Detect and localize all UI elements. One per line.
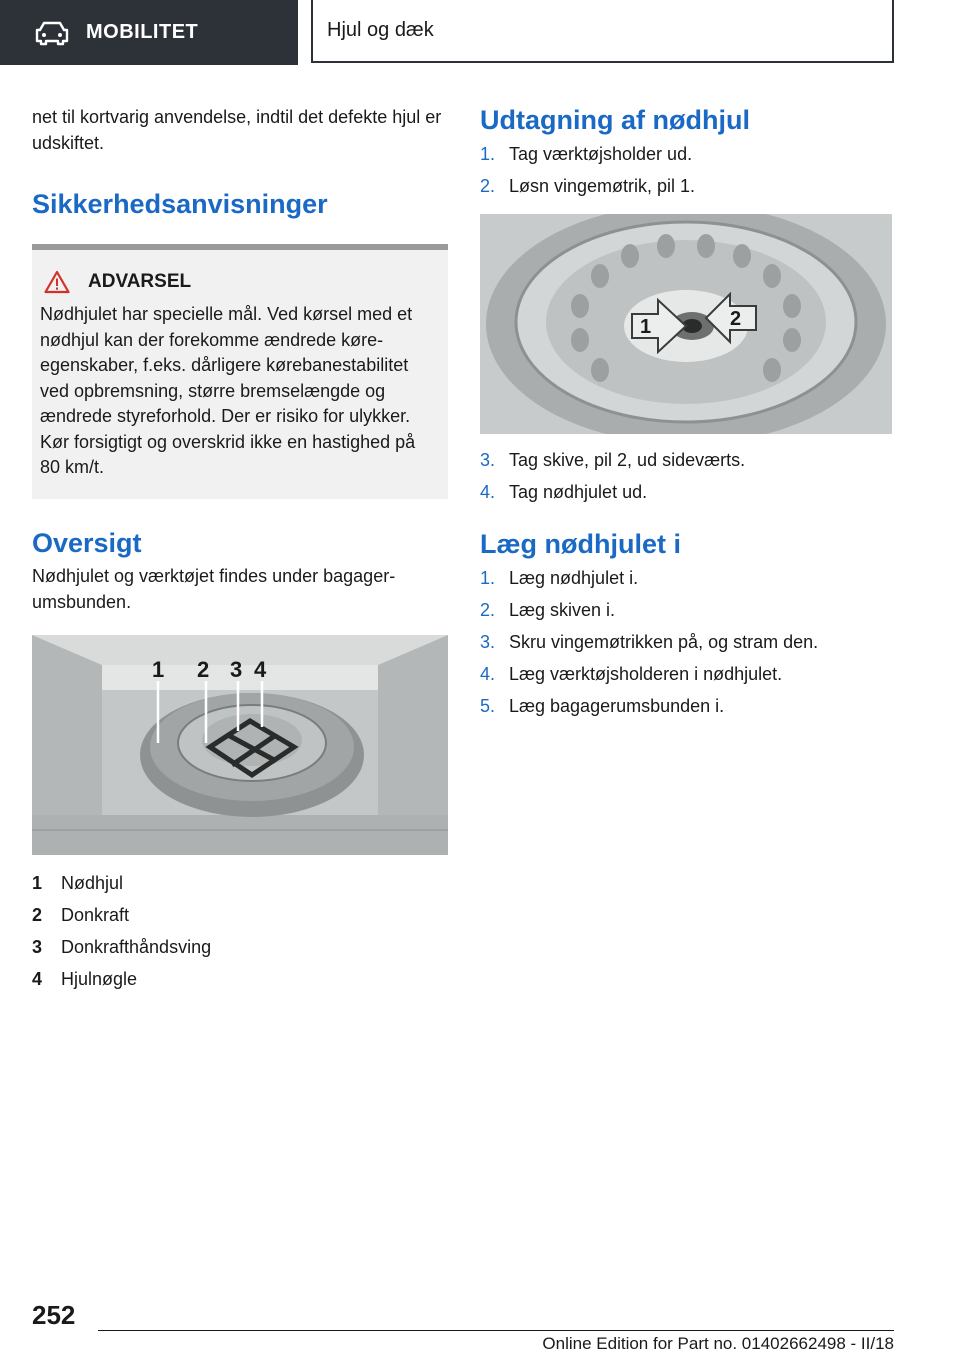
step-number: 1. [480,144,496,164]
figure-callout: 2 [197,657,210,682]
removal-steps [480,138,892,202]
overview-heading: Oversigt [32,528,142,558]
legend-item [32,899,448,931]
legend-item [32,867,448,899]
left-column [32,104,448,995]
warning-box [32,244,448,499]
legend-label: Donkrafthåndsving [61,937,212,957]
step-text: Skru vingemøtrikken på, og stram den. [509,632,819,652]
step-item [480,690,892,722]
figure-callout: 3 [230,657,243,682]
step-text: Tag nødhjulet ud. [509,482,648,502]
step-item [480,444,892,476]
step-item [480,594,892,626]
step-text: Tag værktøjsholder ud. [509,144,693,164]
step-number: 3. [480,632,496,652]
removal-heading: Udtagning af nødhjul [480,105,750,135]
intro-text: net til kortvarig anvendelse, indtil det defekte hjul er udskiftet. [32,107,442,153]
insert-heading: Læg nødhjulet i [480,529,681,559]
page-number: 252 [32,1300,76,1330]
figure-arrow-label: 1 [640,316,652,338]
warning-text: Nødhjulet har specielle mål. Ved kørsel med et nødhjul kan der forekomme ændrede køre-egenskaber, f.eks. dårligere kørebanestabilitet ved opbremsning, større bremselængde og ændrede styreforhold. Der er risiko for ulykker. Kør forsigtigt og overskrid ikke en hastighed på 80 km/t. [40,304,416,477]
step-item [480,476,892,508]
trunk-spare-wheel-figure [32,635,448,855]
legend-number: 1 [32,873,43,893]
step-item [480,658,892,690]
chapter-title-box [311,0,894,63]
step-text: Tag skive, pil 2, ud sideværts. [509,450,746,470]
removal-steps-continued [480,444,892,508]
wing-nut-figure [480,214,892,434]
legend-list [32,867,448,995]
overview-text: Nødhjulet og værktøjet findes under bagager-umsbunden. [32,566,396,612]
legend-number: 3 [32,937,43,957]
footer-divider [98,1330,894,1331]
chapter-title: Hjul og dæk [327,19,434,41]
step-number: 4. [480,664,496,684]
edition-text: Online Edition for Part no. 01402662498 - II/18 [542,1334,894,1353]
legend-label: Donkraft [61,905,130,925]
step-number: 1. [480,568,496,588]
section-label: MOBILITET [86,21,199,43]
step-number: 2. [480,600,496,620]
figure-callout: 4 [254,657,267,682]
warning-title: ADVARSEL [88,271,192,292]
step-text: Læg bagagerumsbunden i. [509,696,725,716]
right-column [480,104,892,722]
step-number: 5. [480,696,496,716]
legend-number: 2 [32,905,43,925]
header-section-tab [0,0,298,65]
step-text: Læg nødhjulet i. [509,568,639,588]
step-item [480,562,892,594]
insert-steps [480,562,892,722]
legend-item [32,931,448,963]
legend-item [32,963,448,995]
legend-number: 4 [32,969,43,989]
step-text: Læg værktøjsholderen i nødhjulet. [509,664,783,684]
warning-triangle-icon [44,270,70,294]
step-item [480,138,892,170]
step-text: Læg skiven i. [509,600,616,620]
step-number: 2. [480,176,496,196]
figure-callout: 1 [152,657,165,682]
car-icon [34,20,70,46]
step-item [480,170,892,202]
legend-label: Nødhjul [61,873,124,893]
step-item [480,626,892,658]
step-number: 3. [480,450,496,470]
step-text: Løsn vingemøtrik, pil 1. [509,176,696,196]
figure-arrow-label: 2 [730,308,742,330]
safety-heading: Sikkerhedsanvisninger [32,189,328,219]
legend-label: Hjulnøgle [61,969,138,989]
step-number: 4. [480,482,496,502]
